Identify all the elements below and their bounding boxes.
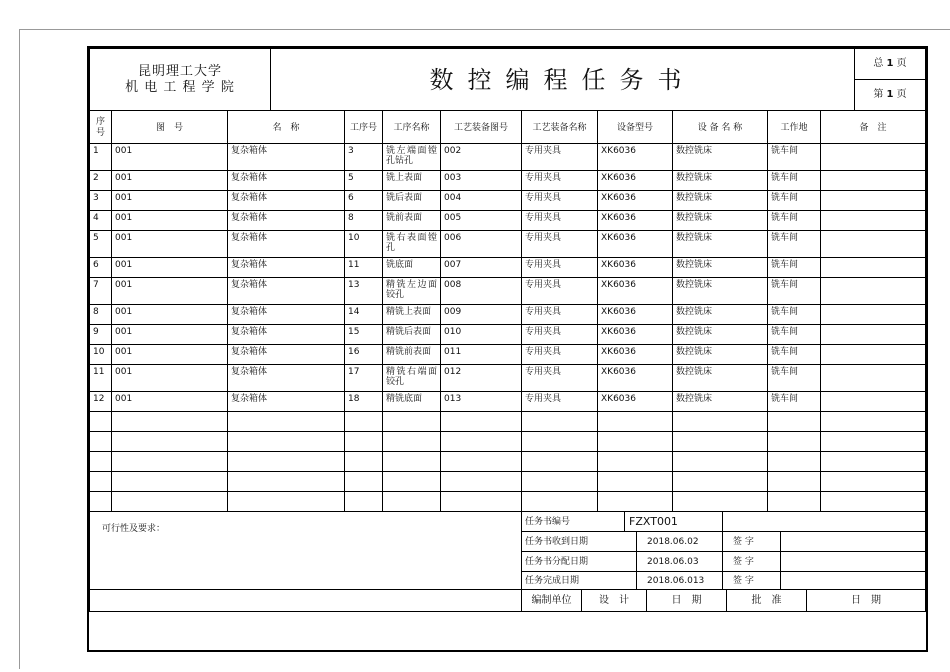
cell-seq: 3 [90, 191, 112, 211]
cell-remarks [821, 211, 926, 231]
compile-unit-label: 编制单位 [522, 590, 582, 612]
table-row [90, 211, 926, 231]
cell-equipment-model: XK6036 [598, 191, 673, 211]
col-step-name: 工序名称 [383, 111, 441, 144]
cell-equipment-model: XK6036 [598, 365, 673, 392]
cell-step-name: 铣上表面 [383, 171, 441, 191]
cell-seq: 8 [90, 305, 112, 325]
cell-name: 复杂箱体 [228, 325, 345, 345]
cell-name: 复杂箱体 [228, 144, 345, 171]
table-row [90, 191, 926, 211]
received-date-label: 任务书收到日期 [522, 532, 637, 552]
university-name: 昆明理工大学 [137, 63, 222, 79]
cell-fixture-drawing-no: 013 [441, 392, 522, 412]
cell-step-no: 10 [345, 231, 383, 258]
cell-remarks [821, 171, 926, 191]
cell-fixture-drawing-no: 005 [441, 211, 522, 231]
table-row [90, 365, 926, 392]
cell-remarks [821, 305, 926, 325]
cell-seq: 9 [90, 325, 112, 345]
empty-cell [228, 472, 345, 492]
cell-equipment-name: 数控铣床 [673, 278, 768, 305]
empty-cell [228, 452, 345, 472]
cell-workshop: 铣车间 [768, 211, 821, 231]
cell-equipment-name: 数控铣床 [673, 171, 768, 191]
empty-cell [441, 412, 522, 432]
cell-fixture-drawing-no: 002 [441, 144, 522, 171]
cell-step-name: 铣右表面镗孔 [383, 231, 441, 258]
empty-cell [598, 412, 673, 432]
cell-remarks [821, 144, 926, 171]
cell-equipment-name: 数控铣床 [673, 191, 768, 211]
empty-cell [522, 432, 598, 452]
operations-table [89, 110, 926, 512]
cell-workshop: 铣车间 [768, 171, 821, 191]
cell-step-name: 铣前表面 [383, 211, 441, 231]
empty-row [90, 412, 926, 432]
cell-seq: 5 [90, 231, 112, 258]
completed-signature [781, 572, 926, 590]
cell-name: 复杂箱体 [228, 345, 345, 365]
empty-cell [673, 452, 768, 472]
cell-equipment-model: XK6036 [598, 345, 673, 365]
cell-seq: 10 [90, 345, 112, 365]
empty-cell [821, 472, 926, 492]
empty-cell [768, 412, 821, 432]
cell-fixture-drawing-no: 012 [441, 365, 522, 392]
cell-fixture-name: 专用夹具 [522, 171, 598, 191]
title-block [89, 48, 926, 111]
cell-workshop: 铣车间 [768, 231, 821, 258]
cell-fixture-drawing-no: 010 [441, 325, 522, 345]
empty-cell [383, 472, 441, 492]
cell-step-no: 5 [345, 171, 383, 191]
empty-cell [522, 472, 598, 492]
footer-block [89, 511, 926, 590]
cell-name: 复杂箱体 [228, 392, 345, 412]
empty-cell [673, 412, 768, 432]
empty-cell [821, 452, 926, 472]
assigned-date-value: 2018.06.03 [637, 552, 723, 572]
cell-drawing-no: 001 [112, 211, 228, 231]
col-fixture-drawing-no: 工艺装备图号 [441, 111, 522, 144]
empty-cell [112, 492, 228, 512]
empty-cell [821, 432, 926, 452]
cell-equipment-name: 数控铣床 [673, 144, 768, 171]
empty-cell [598, 472, 673, 492]
empty-cell [441, 492, 522, 512]
completed-date-value: 2018.06.013 [637, 572, 723, 590]
table-row [90, 231, 926, 258]
cell-remarks [821, 365, 926, 392]
cell-fixture-drawing-no: 006 [441, 231, 522, 258]
empty-cell [90, 472, 112, 492]
cell-step-name: 铣后表面 [383, 191, 441, 211]
col-equipment-name: 设 备 名 称 [673, 111, 768, 144]
assigned-date-label: 任务书分配日期 [522, 552, 637, 572]
total-pages: 总 1 页 [855, 49, 926, 80]
task-no-spare [723, 512, 926, 532]
cell-seq: 4 [90, 211, 112, 231]
cell-equipment-name: 数控铣床 [673, 365, 768, 392]
cell-step-no: 11 [345, 258, 383, 278]
cell-fixture-drawing-no: 008 [441, 278, 522, 305]
design-date-label: 日 期 [647, 590, 727, 612]
cell-fixture-name: 专用夹具 [522, 392, 598, 412]
empty-cell [522, 492, 598, 512]
cell-name: 复杂箱体 [228, 171, 345, 191]
cell-seq: 2 [90, 171, 112, 191]
requirements-label: 可行性及要求： [90, 512, 522, 590]
cell-step-name: 精铣底面 [383, 392, 441, 412]
empty-row [90, 472, 926, 492]
task-no-label: 任务书编号 [522, 512, 625, 532]
cell-fixture-drawing-no: 004 [441, 191, 522, 211]
signature-strip-blank [90, 590, 522, 612]
empty-cell [768, 492, 821, 512]
empty-cell [598, 432, 673, 452]
table-row [90, 392, 926, 412]
cell-step-no: 15 [345, 325, 383, 345]
received-signature-label: 签 字 [723, 532, 781, 552]
cell-equipment-name: 数控铣床 [673, 345, 768, 365]
cell-fixture-name: 专用夹具 [522, 365, 598, 392]
table-row [90, 144, 926, 171]
cell-workshop: 铣车间 [768, 365, 821, 392]
cell-fixture-name: 专用夹具 [522, 231, 598, 258]
cell-fixture-name: 专用夹具 [522, 305, 598, 325]
cell-fixture-name: 专用夹具 [522, 345, 598, 365]
empty-cell [112, 432, 228, 452]
empty-cell [768, 432, 821, 452]
cell-workshop: 铣车间 [768, 392, 821, 412]
cell-equipment-model: XK6036 [598, 144, 673, 171]
cell-remarks [821, 278, 926, 305]
cell-workshop: 铣车间 [768, 278, 821, 305]
cell-equipment-model: XK6036 [598, 211, 673, 231]
cell-remarks [821, 345, 926, 365]
empty-cell [112, 472, 228, 492]
cell-step-no: 6 [345, 191, 383, 211]
cell-drawing-no: 001 [112, 305, 228, 325]
empty-cell [345, 492, 383, 512]
table-row [90, 278, 926, 305]
table-row [90, 325, 926, 345]
cell-step-no: 3 [345, 144, 383, 171]
cell-remarks [821, 191, 926, 211]
col-name: 名 称 [228, 111, 345, 144]
cell-name: 复杂箱体 [228, 278, 345, 305]
table-row [90, 258, 926, 278]
cell-equipment-name: 数控铣床 [673, 231, 768, 258]
school-name [90, 49, 271, 111]
cell-drawing-no: 001 [112, 258, 228, 278]
cell-equipment-model: XK6036 [598, 231, 673, 258]
cell-step-no: 17 [345, 365, 383, 392]
cell-equipment-name: 数控铣床 [673, 392, 768, 412]
empty-cell [383, 432, 441, 452]
empty-cell [383, 492, 441, 512]
received-signature [781, 532, 926, 552]
cell-name: 复杂箱体 [228, 211, 345, 231]
cell-fixture-drawing-no: 007 [441, 258, 522, 278]
empty-cell [90, 452, 112, 472]
task-sheet [87, 46, 928, 652]
cell-drawing-no: 001 [112, 392, 228, 412]
received-date-value: 2018.06.02 [637, 532, 723, 552]
cell-equipment-model: XK6036 [598, 392, 673, 412]
cell-name: 复杂箱体 [228, 191, 345, 211]
design-label: 设 计 [582, 590, 647, 612]
completed-signature-label: 签 字 [723, 572, 781, 590]
cell-step-name: 铣左端面镗孔钻孔 [383, 144, 441, 171]
cell-name: 复杂箱体 [228, 231, 345, 258]
col-remarks: 备 注 [821, 111, 926, 144]
col-seq: 序号 [90, 111, 112, 144]
cell-seq: 7 [90, 278, 112, 305]
empty-cell [90, 412, 112, 432]
cell-drawing-no: 001 [112, 278, 228, 305]
col-workshop: 工作地 [768, 111, 821, 144]
empty-cell [768, 452, 821, 472]
col-step-no: 工序号 [345, 111, 383, 144]
empty-cell [112, 412, 228, 432]
assigned-signature-label: 签 字 [723, 552, 781, 572]
empty-cell [345, 412, 383, 432]
cell-equipment-model: XK6036 [598, 278, 673, 305]
empty-cell [345, 452, 383, 472]
cell-fixture-name: 专用夹具 [522, 144, 598, 171]
empty-cell [90, 492, 112, 512]
cell-fixture-name: 专用夹具 [522, 325, 598, 345]
cell-fixture-drawing-no: 009 [441, 305, 522, 325]
cell-fixture-name: 专用夹具 [522, 191, 598, 211]
empty-cell [345, 472, 383, 492]
cell-workshop: 铣车间 [768, 144, 821, 171]
cell-equipment-model: XK6036 [598, 325, 673, 345]
document-title: 数控编程任务书 [271, 49, 855, 111]
cell-seq: 1 [90, 144, 112, 171]
cell-drawing-no: 001 [112, 144, 228, 171]
empty-cell [598, 492, 673, 512]
cell-seq: 6 [90, 258, 112, 278]
empty-cell [673, 472, 768, 492]
cell-step-no: 18 [345, 392, 383, 412]
empty-cell [228, 412, 345, 432]
empty-cell [768, 472, 821, 492]
cell-equipment-model: XK6036 [598, 305, 673, 325]
cell-name: 复杂箱体 [228, 365, 345, 392]
table-header [90, 111, 926, 144]
cell-step-no: 16 [345, 345, 383, 365]
task-no-value: FZXT001 [625, 512, 723, 532]
completed-date-label: 任务完成日期 [522, 572, 637, 590]
empty-cell [383, 452, 441, 472]
empty-cell [112, 452, 228, 472]
approve-label: 批 准 [727, 590, 807, 612]
cell-step-name: 精铣前表面 [383, 345, 441, 365]
cell-workshop: 铣车间 [768, 305, 821, 325]
cell-step-name: 精铣左边面铰孔 [383, 278, 441, 305]
current-page: 第 1 页 [855, 80, 926, 111]
empty-cell [522, 412, 598, 432]
cell-seq: 11 [90, 365, 112, 392]
table-row [90, 305, 926, 325]
empty-cell [673, 432, 768, 452]
table-body [90, 144, 926, 512]
cell-fixture-drawing-no: 011 [441, 345, 522, 365]
cell-fixture-name: 专用夹具 [522, 258, 598, 278]
assigned-signature [781, 552, 926, 572]
cell-seq: 12 [90, 392, 112, 412]
cell-workshop: 铣车间 [768, 325, 821, 345]
cell-remarks [821, 392, 926, 412]
empty-cell [821, 412, 926, 432]
cell-drawing-no: 001 [112, 345, 228, 365]
cell-fixture-drawing-no: 003 [441, 171, 522, 191]
empty-cell [441, 452, 522, 472]
empty-row [90, 452, 926, 472]
empty-cell [441, 472, 522, 492]
empty-cell [821, 492, 926, 512]
cell-drawing-no: 001 [112, 365, 228, 392]
cell-step-no: 8 [345, 211, 383, 231]
cell-step-name: 精铣右端面铰孔 [383, 365, 441, 392]
empty-cell [383, 412, 441, 432]
col-drawing-no: 图 号 [112, 111, 228, 144]
empty-row [90, 432, 926, 452]
cell-equipment-name: 数控铣床 [673, 258, 768, 278]
cell-drawing-no: 001 [112, 191, 228, 211]
signature-strip [89, 589, 926, 612]
cell-fixture-name: 专用夹具 [522, 211, 598, 231]
cell-step-name: 精铣上表面 [383, 305, 441, 325]
college-name: 机 电 工 程 学 院 [125, 79, 235, 95]
cell-name: 复杂箱体 [228, 258, 345, 278]
cell-drawing-no: 001 [112, 325, 228, 345]
empty-cell [345, 432, 383, 452]
table-row [90, 171, 926, 191]
empty-cell [228, 432, 345, 452]
table-row [90, 345, 926, 365]
cell-step-no: 13 [345, 278, 383, 305]
cell-name: 复杂箱体 [228, 305, 345, 325]
cell-workshop: 铣车间 [768, 345, 821, 365]
empty-cell [598, 452, 673, 472]
cell-step-name: 铣底面 [383, 258, 441, 278]
cell-equipment-name: 数控铣床 [673, 325, 768, 345]
empty-cell [228, 492, 345, 512]
cell-remarks [821, 231, 926, 258]
empty-cell [90, 432, 112, 452]
cell-step-no: 14 [345, 305, 383, 325]
empty-cell [673, 492, 768, 512]
cell-drawing-no: 001 [112, 231, 228, 258]
cell-step-name: 精铣后表面 [383, 325, 441, 345]
cell-equipment-model: XK6036 [598, 258, 673, 278]
cell-workshop: 铣车间 [768, 191, 821, 211]
cell-workshop: 铣车间 [768, 258, 821, 278]
empty-cell [522, 452, 598, 472]
col-fixture-name: 工艺装备名称 [522, 111, 598, 144]
empty-cell [441, 432, 522, 452]
cell-remarks [821, 258, 926, 278]
cell-fixture-name: 专用夹具 [522, 278, 598, 305]
cell-equipment-name: 数控铣床 [673, 211, 768, 231]
empty-row [90, 492, 926, 512]
cell-remarks [821, 325, 926, 345]
col-equipment-model: 设备型号 [598, 111, 673, 144]
approve-date-label: 日 期 [807, 590, 926, 612]
cell-equipment-model: XK6036 [598, 171, 673, 191]
cell-equipment-name: 数控铣床 [673, 305, 768, 325]
cell-drawing-no: 001 [112, 171, 228, 191]
